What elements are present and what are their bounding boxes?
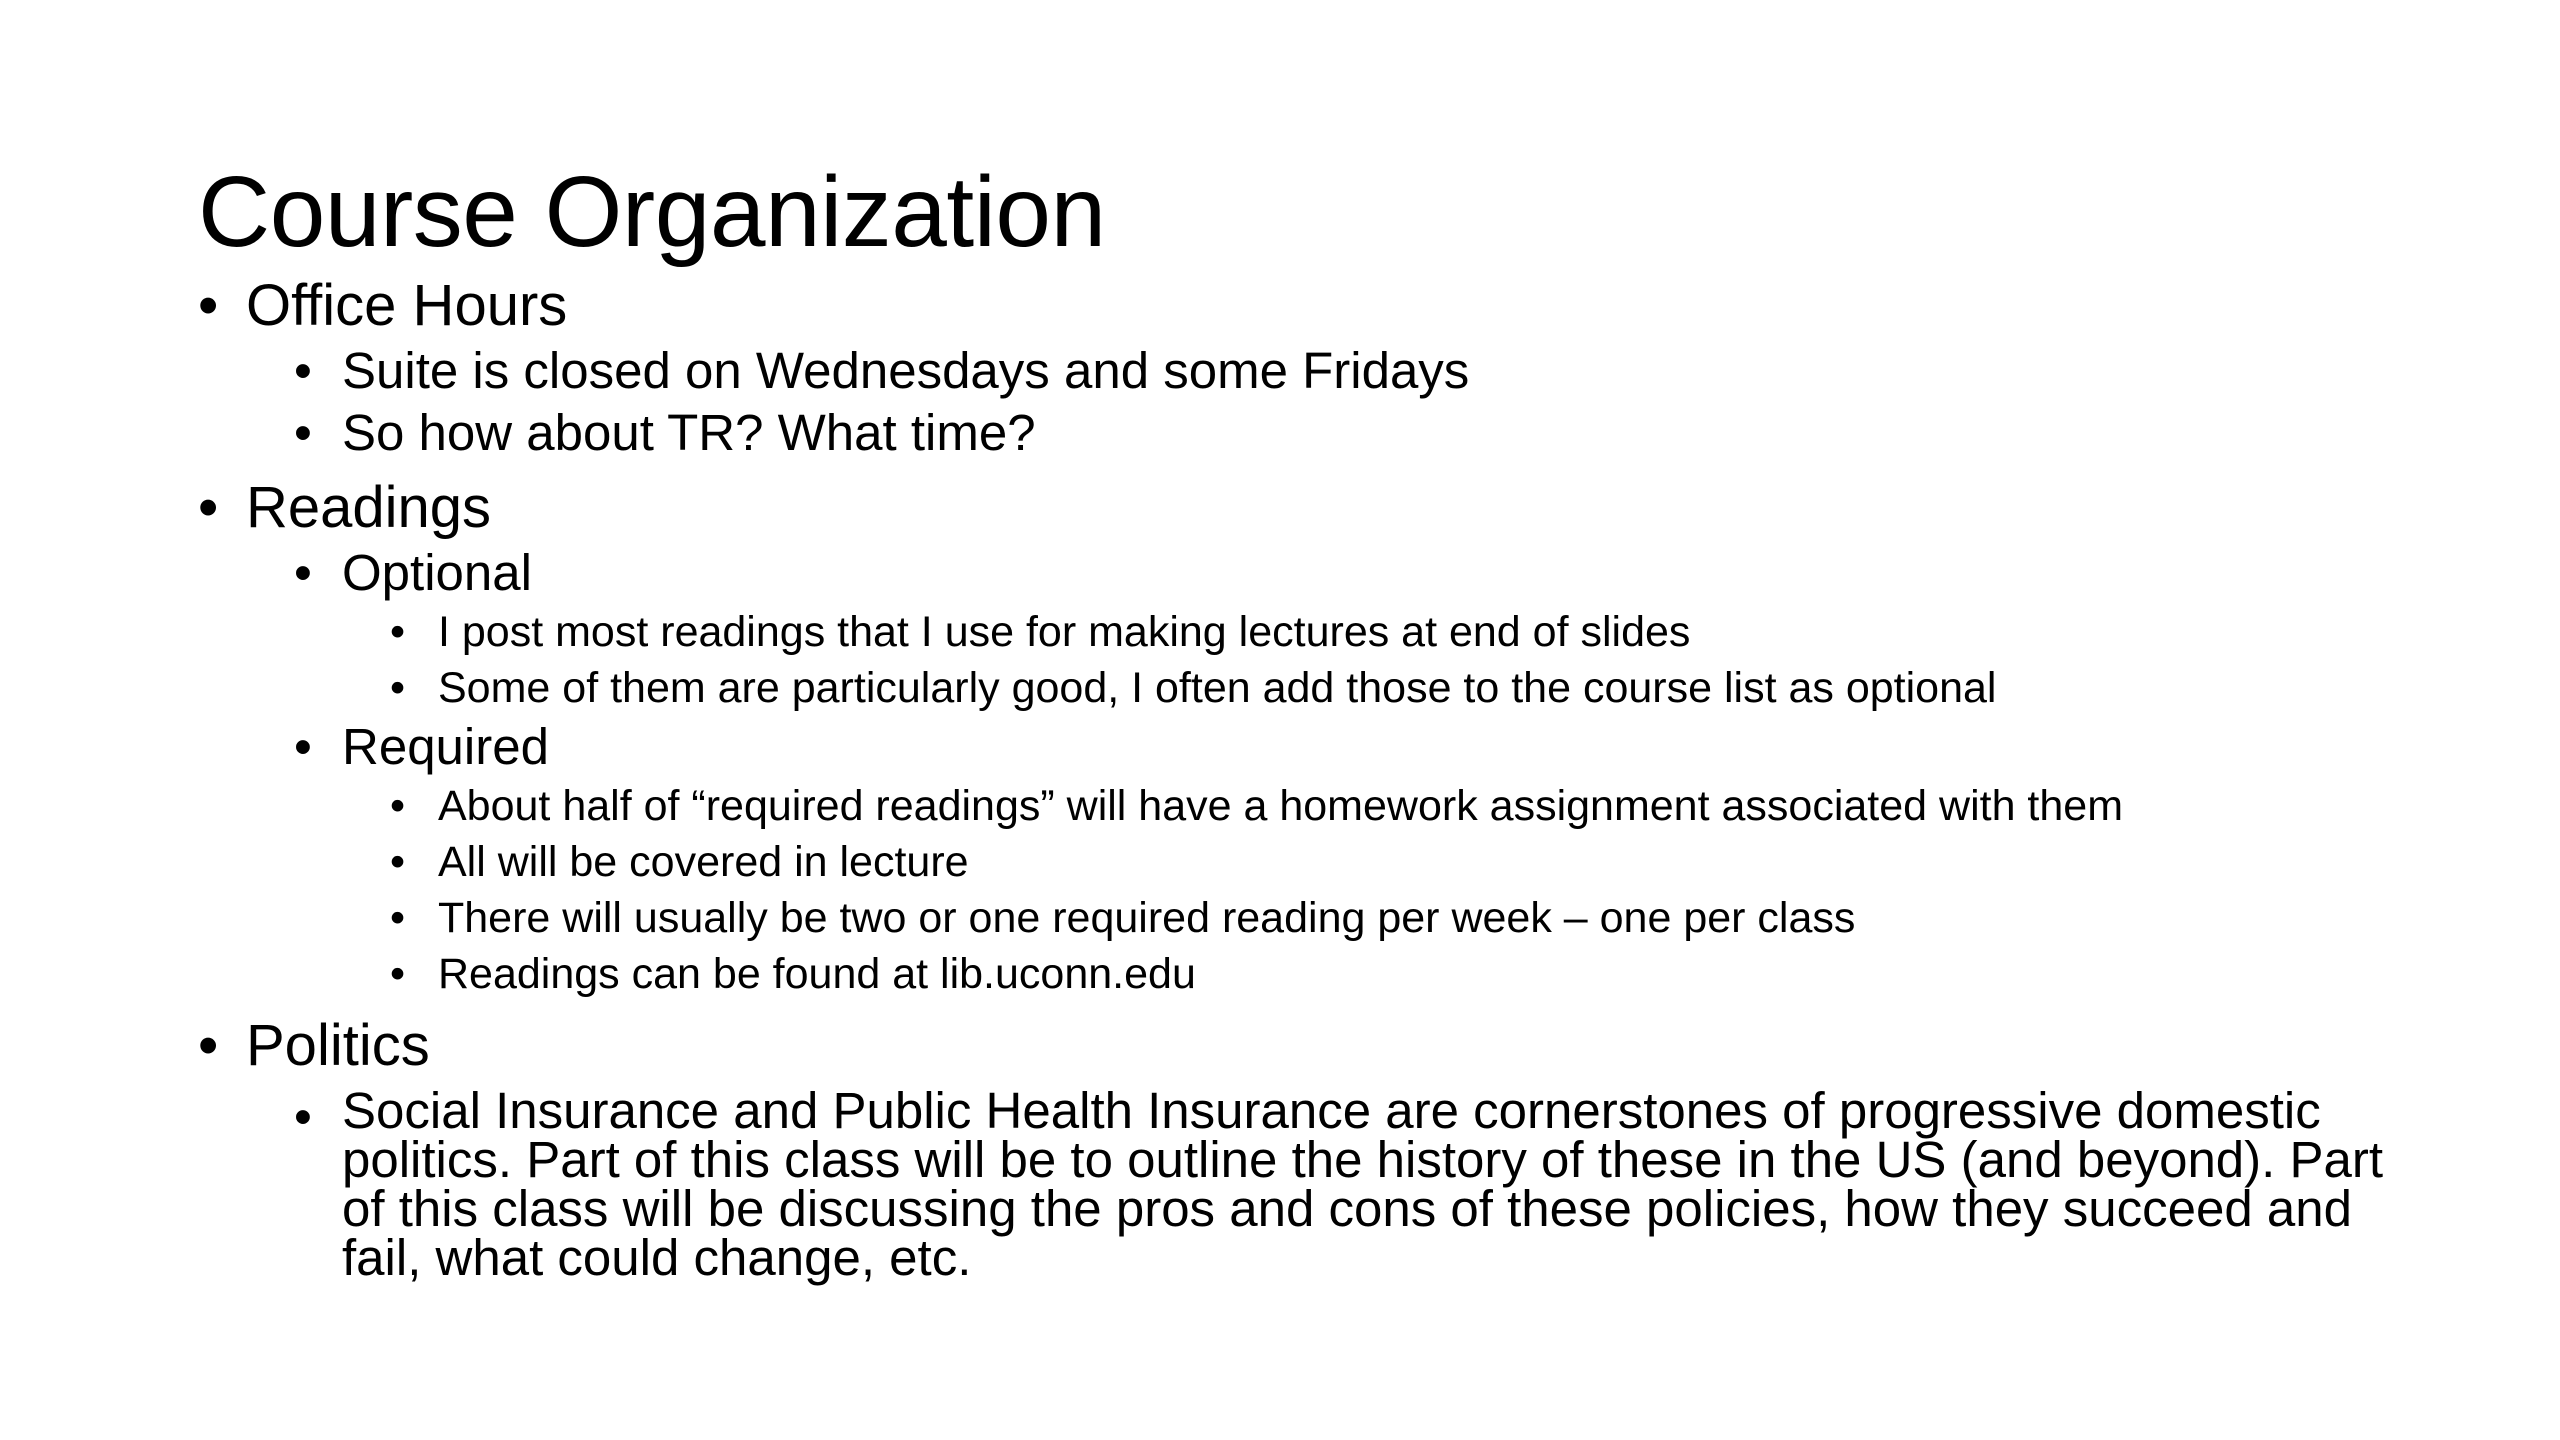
bullet-list [198,272,2398,1286]
list-item-paragraph [294,1082,2398,1286]
bullet-icon: • [294,544,312,601]
list-item [294,340,2398,402]
list-item-text: So how about TR? What time? [342,404,1036,461]
list-item [390,778,2398,834]
section-politics [198,1012,2398,1286]
section-office-hours [198,272,2398,464]
section-heading: Readings [246,475,492,540]
list-item-text: Social Insurance and Public Health Insurance are cornerstones of progressive domestic politics. Part of this class will be to outline the history of these in the US (and beyond). Part of this class will be discussing the pros and cons of these policies, how they succeed and fail, what could change, etc. [342,1082,2384,1286]
bullet-icon: • [390,950,406,998]
list-item-text: Readings can be found at lib.uconn.edu [438,950,1196,998]
list-item [390,660,2398,716]
list-item-text: There will usually be two or one required reading per week – one per class [438,894,1856,942]
list-item-text: Some of them are particularly good, I often add those to the course list as optional [438,664,1997,712]
bullet-icon: • [390,838,406,886]
bullet-icon: • [390,664,406,712]
list-item-text: I post most readings that I use for making lectures at end of slides [438,608,1691,656]
list-item-text: About half of “required readings” will have a homework assignment associated with them [438,782,2124,830]
bullet-icon: • [390,608,406,656]
sub-list [294,1082,2398,1286]
bullet-icon: • [294,1088,312,1145]
list-item-text: All will be covered in lecture [438,838,969,886]
list-item-required [294,716,2398,1002]
sub-sub-list [390,604,2398,716]
bullet-icon: • [390,782,406,830]
section-heading: Politics [246,1013,430,1078]
list-item [390,834,2398,890]
list-item [390,604,2398,660]
list-item [390,890,2398,946]
sub-list [294,542,2398,1002]
bullet-icon: • [198,273,219,338]
sub-sub-list [390,778,2398,1002]
bullet-icon: • [294,342,312,399]
slide-body [198,272,2398,1286]
section-readings [198,474,2398,1002]
list-item-optional [294,542,2398,716]
bullet-icon: • [390,894,406,942]
list-item [390,946,2398,1002]
list-item-text: Optional [342,544,532,601]
list-item [294,402,2398,464]
list-item-text: Required [342,718,549,775]
bullet-icon: • [294,404,312,461]
bullet-icon: • [294,718,312,775]
section-heading: Office Hours [246,273,568,338]
list-item-text: Suite is closed on Wednesdays and some Fridays [342,342,1470,399]
bullet-icon: • [198,475,219,540]
slide-title: Course Organization [198,156,1106,268]
sub-list [294,340,2398,464]
bullet-icon: • [198,1013,219,1078]
